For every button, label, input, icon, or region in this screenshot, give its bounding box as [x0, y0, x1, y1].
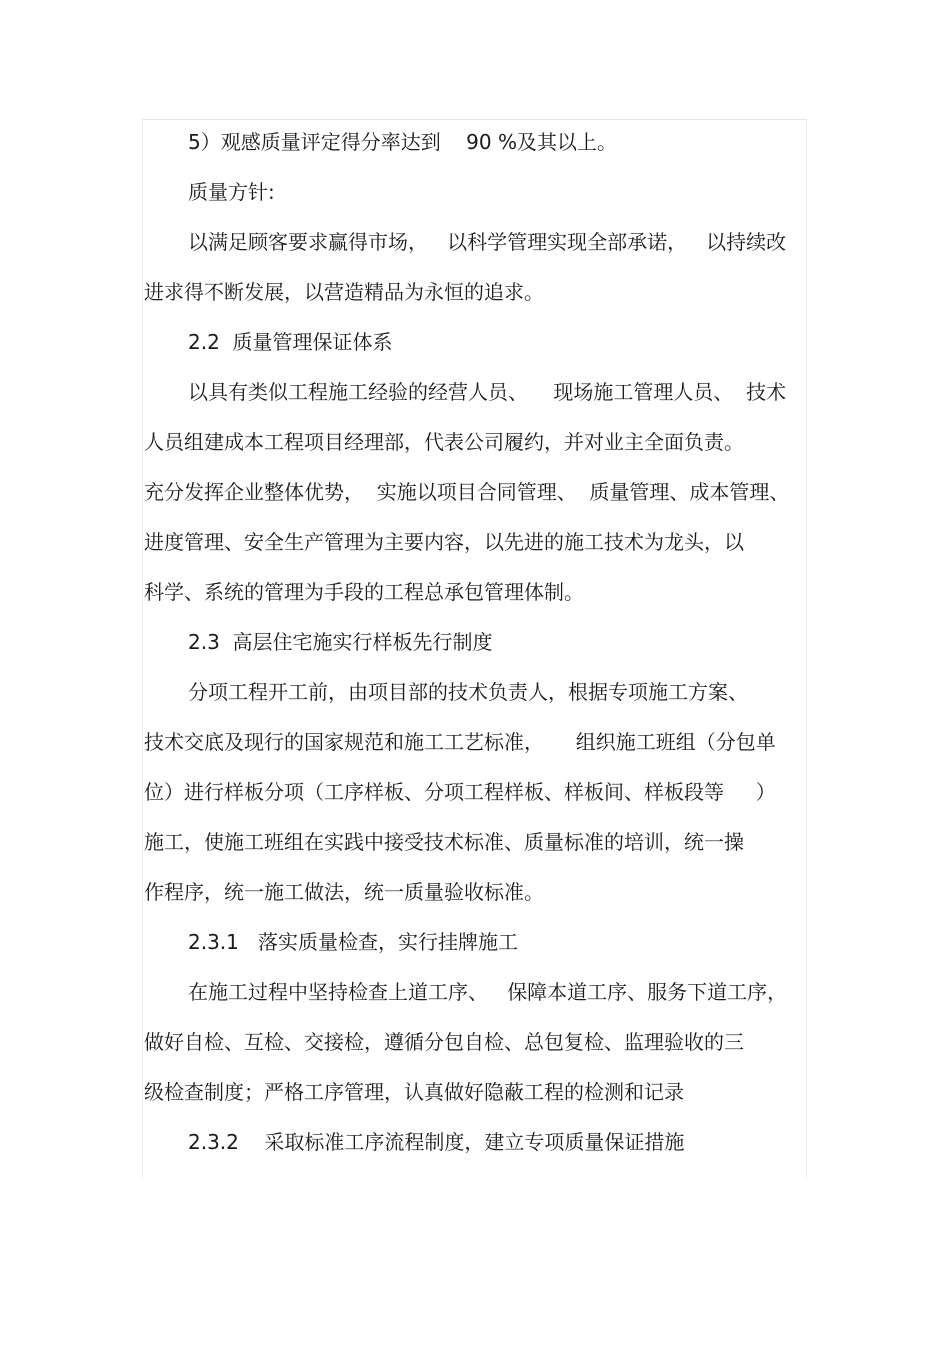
text-line-18: 在施工过程中坚持检查上道工序、 保障本道工序、服务下道工序，: [188, 980, 788, 1004]
text-line-8: 充分发挥企业整体优势， 实施以项目合同管理、 质量管理、成本管理、: [144, 480, 790, 504]
text-line-1: 5）观感质量评定得分率达到 90 %及其以上。: [188, 130, 617, 154]
text-line-2: 质量方针:: [188, 180, 275, 204]
text-line-3: 以满足顾客要求赢得市场， 以科学管理实现全部承诺， 以持续改: [188, 230, 787, 254]
text-line-7: 人员组建成本工程项目经理部，代表公司履约，并对业主全面负责。: [144, 430, 744, 454]
text-line-12: 分项工程开工前，由项目部的技术负责人，根据专项施工方案、: [188, 680, 748, 704]
text-line-13: 技术交底及现行的国家规范和施工工艺标准， 组织施工班组（分包单: [144, 730, 776, 754]
text-line-14: 位）进行样板分项（工序样板、分项工程样板、样板间、样板段等 ）: [144, 780, 776, 804]
text-line-15: 施工，使施工班组在实践中接受技术标准、质量标准的培训，统一操: [144, 830, 744, 854]
section-heading-2-3: 2.3 高层住宅施实行样板先行制度: [188, 630, 493, 654]
text-line-19: 做好自检、互检、交接检，遵循分包自检、总包复检、监理验收的三: [144, 1030, 744, 1054]
text-line-6: 以具有类似工程施工经验的经营人员、 现场施工管理人员、 技术: [188, 380, 787, 404]
text-line-16: 作程序，统一施工做法，统一质量验收标准。: [144, 880, 544, 904]
text-line-4: 进求得不断发展，以营造精品为永恒的追求。: [144, 280, 544, 304]
section-heading-2-3-1: 2.3.1 落实质量检查，实行挂牌施工: [188, 930, 518, 954]
section-heading-2-2: 2.2 质量管理保证体系: [188, 330, 393, 354]
text-line-9: 进度管理、安全生产管理为主要内容，以先进的施工技术为龙头，以: [144, 530, 744, 554]
section-heading-2-3-2: 2.3.2 采取标准工序流程制度，建立专项质量保证措施: [188, 1130, 685, 1154]
text-line-20: 级检查制度；严格工序管理，认真做好隐蔽工程的检测和记录: [144, 1080, 684, 1104]
text-line-10: 科学、系统的管理为手段的工程总承包管理体制。: [144, 580, 584, 604]
